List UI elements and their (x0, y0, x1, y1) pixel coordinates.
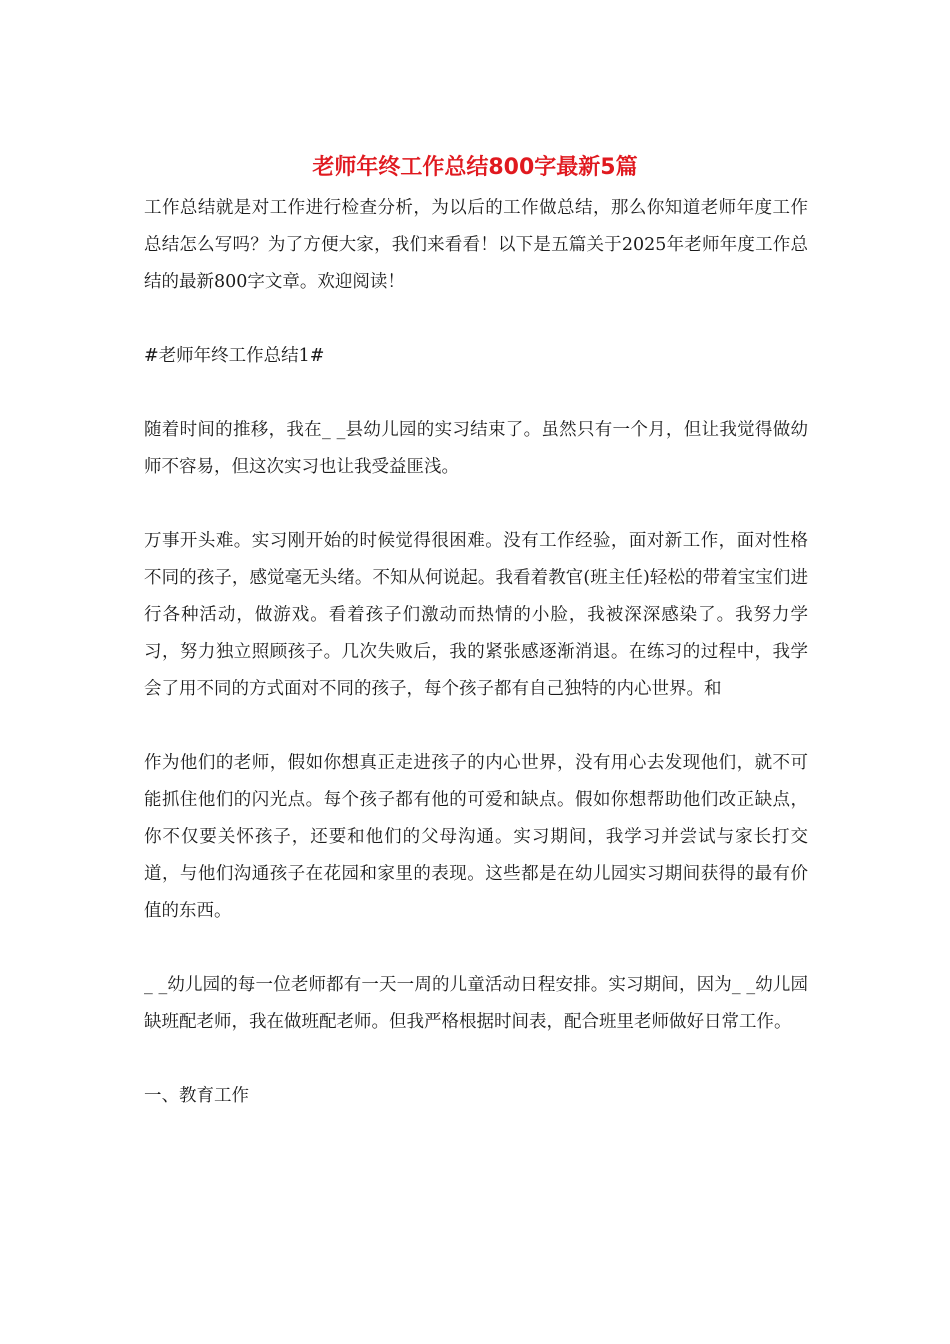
body-paragraph: 随着时间的推移，我在_ _县幼儿园的实习结束了。虽然只有一个月，但让我觉得做幼师不容易，但这次实习也让我受益匪浅。 (144, 420, 808, 477)
body-paragraph: _ _幼儿园的每一位老师都有一天一周的儿童活动日程安排。实习期间，因为_ _幼儿园缺班配老师，我在做班配老师。但我严格根据时间表，配合班里老师做好日常工作。 (144, 975, 808, 1032)
body-paragraph: 作为他们的老师，假如你想真正走进孩子的内心世界，没有用心去发现他们，就不可能抓住他们的闪光点。每个孩子都有他的可爱和缺点。假如你想帮助他们改正缺点，你不仅要关怀孩子，还要和他们的父母沟通。实习期间，我学习并尝试与家长打交道，与他们沟通孩子在花园和家里的表现。这些都是在幼儿园实习期间获得的最有价值的东西。 (144, 753, 808, 921)
intro-paragraph: 工作总结就是对工作进行检查分析，为以后的工作做总结，那么你知道老师年度工作总结怎么写吗？为了方便大家，我们来看看！以下是五篇关于2025年老师年度工作总结的最新800字文章。欢迎阅读！ (144, 198, 808, 292)
document-body (144, 190, 808, 1115)
paragraph-gap (144, 1041, 808, 1078)
subsection-heading: 一、教育工作 (144, 1086, 249, 1106)
paragraph-gap (144, 930, 808, 967)
section-heading-1: #老师年终工作总结1# (144, 346, 325, 366)
paragraph-gap (144, 301, 808, 338)
document-title: 老师年终工作总结800字最新5篇 (312, 155, 638, 180)
paragraph-gap (144, 375, 808, 412)
paragraph-gap (144, 486, 808, 523)
body-paragraph: 万事开头难。实习刚开始的时候觉得很困难。没有工作经验，面对新工作，面对性格不同的孩子，感觉毫无头绪。不知从何说起。我看着教官(班主任)轻松的带着宝宝们进行各种活动，做游戏。看着孩子们激动而热情的小脸，我被深深感染了。我努力学习，努力独立照顾孩子。几次失败后，我的紧张感逐渐消退。在练习的过程中，我学会了用不同的方式面对不同的孩子，每个孩子都有自己独特的内心世界。和 (144, 531, 808, 699)
paragraph-gap (144, 708, 808, 745)
